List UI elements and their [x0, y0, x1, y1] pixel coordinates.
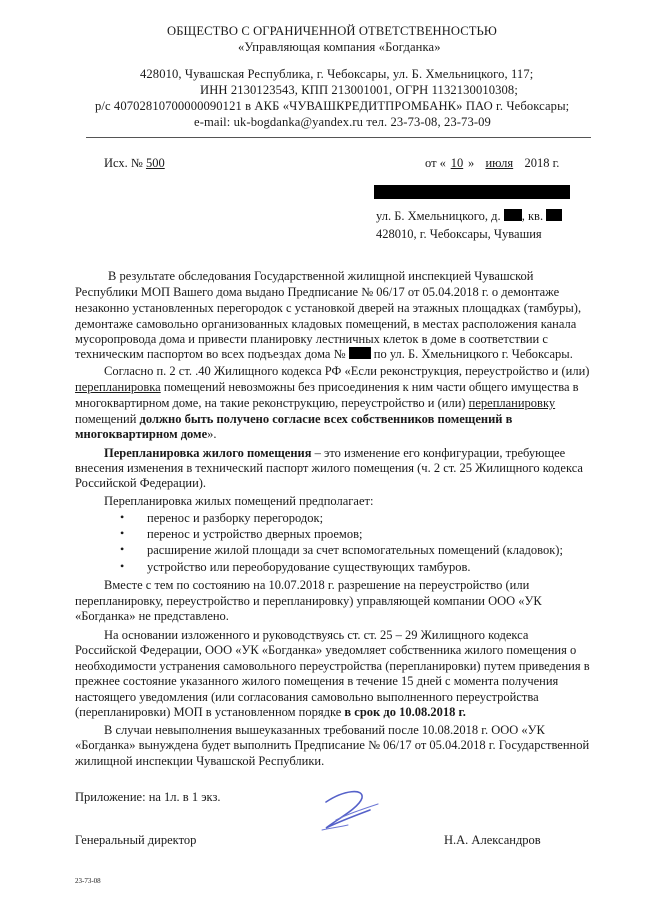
company-name: «Управляющая компания «Богданка» — [238, 40, 441, 54]
body-p1-line5: мусоропровода дома и привести планировку лестничных клеток в доме в соответствии с — [75, 332, 548, 346]
date-day: 10 — [450, 156, 464, 170]
body-p7-line2: «Богданка» вынуждена будет выполнить Предписание № 06/17 от 05.04.2018 г. Государственной — [75, 738, 590, 752]
body-p6-line5: настоящего уведомления (или согласования самовольно выполненного переустройства — [75, 690, 539, 704]
outgoing-number-value: 500 — [145, 156, 165, 170]
header-divider — [86, 137, 591, 138]
redacted-house-number — [504, 209, 522, 221]
bullet-icon: • — [120, 510, 125, 524]
body-p7-line3: жилищной инспекции Чувашской Республики. — [75, 754, 325, 768]
body-p3-line3: Российской Федерации). — [75, 476, 207, 490]
body-p2-line3-start: многоквартирном доме, на такие реконструкцию, переустройство и (или) — [75, 396, 469, 410]
bullet-item: расширение жилой площади за счет вспомогательных помещений (кладовок); — [147, 543, 563, 557]
letter-date — [425, 156, 559, 171]
body-p6-line4: прежнее состояние указанного жилого помещения в течение 15 дней с момента получения — [75, 674, 559, 688]
addressee-city: 428010, г. Чебоксары, Чувашия — [376, 227, 542, 241]
company-address: 428010, Чувашская Республика, г. Чебоксары, ул. Б. Хмельницкого, 117; — [140, 67, 534, 81]
body-p5-line2: перепланировку, переустройство и перепланировку) управляющей компании ООО «УК — [75, 594, 542, 608]
signatory-name: Н.А. Александров — [444, 833, 541, 847]
outgoing-number — [104, 156, 182, 171]
body-p1-line1: В результате обследования Государственной жилищной инспекцией Чувашской — [108, 269, 534, 283]
signatory-position: Генеральный директор — [75, 833, 197, 847]
body-p2-line4 — [75, 412, 512, 427]
body-p6-line2: Российской Федерации, ООО «УК «Богданка» уведомляет собственника жилого помещения о — [75, 643, 577, 657]
body-p1-line2: Республики МОП Вашего дома выдано Предписание № 06/17 от 05.04.2018 г. о демонтаже — [75, 285, 560, 299]
body-p6-line3: необходимости устранения самовольного переустройства (перепланировки) путем приведения в — [75, 659, 590, 673]
bullet-item: устройство или переоборудование существующих тамбуров. — [147, 560, 471, 574]
body-p6-line6 — [75, 705, 466, 720]
handwritten-signature — [296, 780, 406, 840]
body-p3-line1 — [104, 446, 565, 461]
date-mid: » — [467, 156, 475, 170]
body-p6-line1: На основании изложенного и руководствуясь ст. ст. 25 – 29 Жилищного кодекса — [104, 628, 529, 642]
bullet-icon: • — [120, 526, 125, 540]
deadline-date: в срок до 10.08.2018 г. — [344, 705, 466, 719]
term-definition: Перепланировка жилого помещения — [104, 446, 312, 460]
bullet-icon: • — [120, 559, 125, 573]
body-p2-line3 — [75, 396, 555, 411]
attachment-note: Приложение: на 1л. в 1 экз. — [75, 790, 221, 804]
redacted-apartment-number — [546, 209, 562, 221]
addressee-street-prefix: ул. Б. Хмельницкого, д. — [376, 209, 501, 223]
body-p3-line1-rest: – это изменение его конфигурации, требующее — [311, 446, 566, 460]
body-p7-line1: В случаи невыполнения вышеуказанных требований после 10.08.2018 г. ООО «УК — [104, 723, 545, 737]
body-p1-line4: демонтаже самовольно организованных кладовых помещений, в местах расположения канала — [75, 317, 577, 331]
body-p4-intro: Перепланировка жилых помещений предполагает: — [104, 494, 374, 508]
body-p3-line2: внесения изменения в технический паспорт жилого помещения (ч. 2 ст. 25 Жилищного кодекса — [75, 461, 583, 475]
term-replanning-2: перепланировку — [468, 396, 556, 410]
company-legal-form: ОБЩЕСТВО С ОГРАНИЧЕННОЙ ОТВЕТСТВЕННОСТЬЮ — [167, 24, 497, 38]
body-p1-line6-b: по ул. Б. Хмельницкого г. Чебоксары. — [373, 347, 573, 361]
body-p2-bold-building: многоквартирном доме — [75, 427, 208, 441]
outgoing-number-label: Исх. № — [104, 156, 143, 170]
company-registration: ИНН 2130123543, КПП 213001001, ОГРН 1132130010308; — [200, 83, 518, 97]
term-replanning: перепланировка — [75, 380, 161, 394]
body-p1-line3: незаконно установленных перегородок с установкой дверей на этажных площадках (тамбуры), — [75, 301, 582, 315]
company-contacts: e-mail: uk-bogdanka@yandex.ru тел. 23-73-08, 23-73-09 — [194, 115, 491, 129]
date-prefix: от « — [425, 156, 446, 170]
bullet-item: перенос и разборку перегородок; — [147, 511, 324, 525]
body-p1-line6-a: техническим паспортом во всех подъездах дома № — [75, 347, 346, 361]
bullet-icon: • — [120, 542, 125, 556]
body-p5-line3: «Богданка» не представлено. — [75, 609, 229, 623]
redacted-building-number — [349, 347, 371, 359]
redacted-recipient-name — [374, 185, 570, 199]
body-p2-line4-start: помещений — [75, 412, 140, 426]
addressee-street — [376, 209, 562, 224]
company-bank-account: р/с 40702810700000090121 в АКБ «ЧУВАШКРЕДИТПРОМБАНК» ПАО г. Чебоксары; — [95, 99, 570, 113]
footer-phone-code: 23-73-08 — [75, 877, 101, 885]
body-p2-line5 — [75, 427, 217, 442]
body-p2-line2 — [75, 380, 579, 395]
bullet-item: перенос и устройство дверных проемов; — [147, 527, 363, 541]
body-p1-line6 — [75, 347, 573, 362]
body-p5-line1: Вместе с тем по состоянию на 10.07.2018 г. разрешение на переустройство (или — [104, 578, 530, 592]
body-p2-line2-rest: помещений невозможны без присоединения к ним части общего имущества в — [160, 380, 579, 394]
date-month: июля — [485, 156, 514, 170]
body-p6-line6-start: (перепланировки) МОП в установленном порядке — [75, 705, 345, 719]
date-year: 2018 г. — [524, 156, 560, 170]
addressee-apt-label: , кв. — [521, 209, 544, 223]
body-p2-line5-end: ». — [207, 427, 217, 441]
body-p2-bold-consent: должно быть получено согласие всех собственников помещений в — [139, 412, 513, 426]
body-p2-line1: Согласно п. 2 ст. .40 Жилищного кодекса РФ «Если реконструкция, переустройство и (или) — [104, 364, 590, 378]
